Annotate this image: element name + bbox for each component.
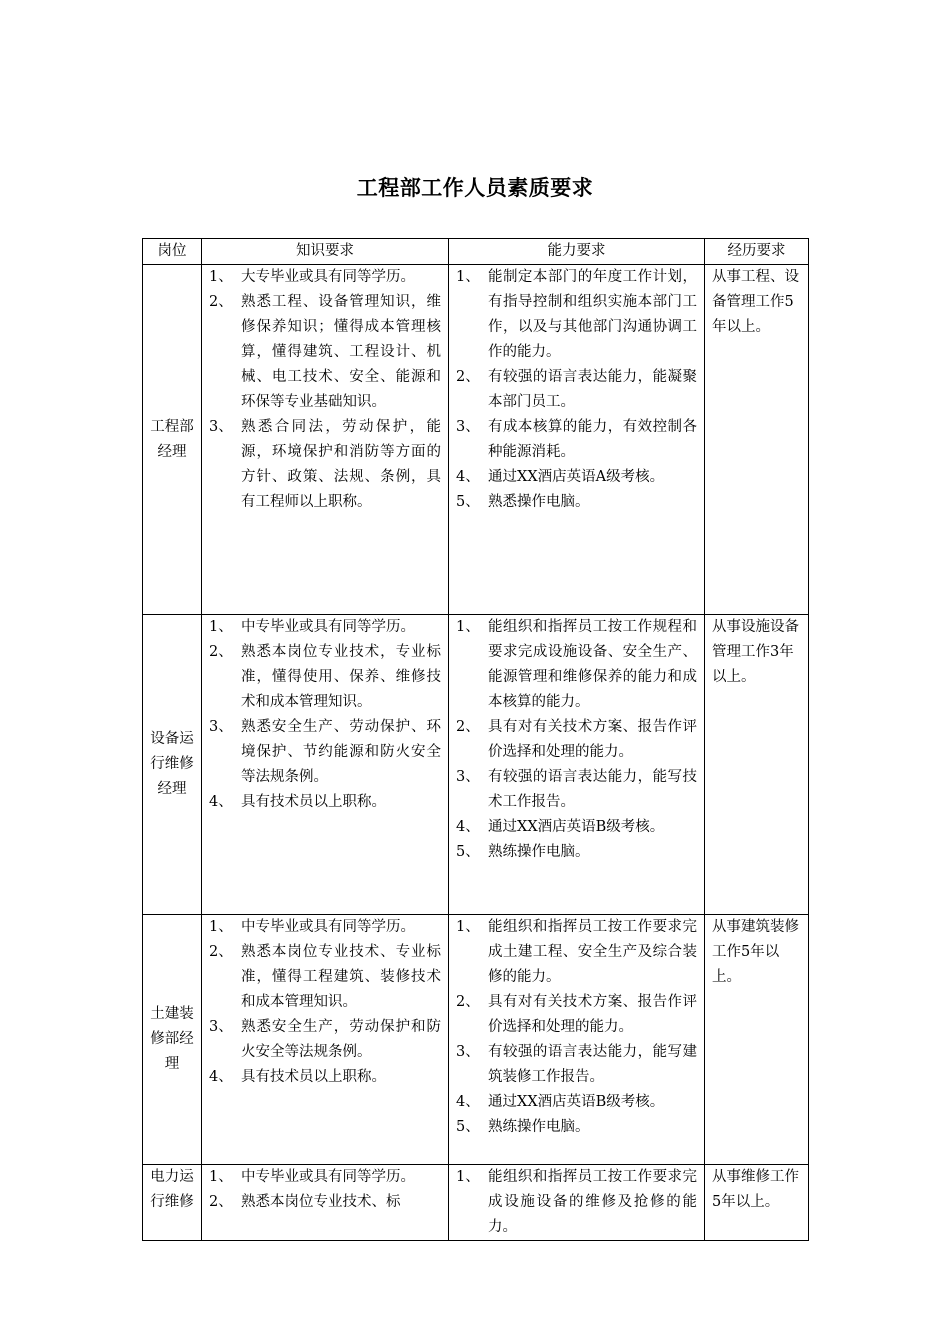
- header-experience: 经历要求: [705, 239, 809, 265]
- list-item: 5、 熟练操作电脑。: [456, 844, 590, 860]
- list-item: 2、 熟悉工程、设备管理知识，维修保养知识；懂得成本管理核算，懂得建筑、工程设计、机械、电工技术、安全、能源和环保等专业基础知识。: [209, 294, 441, 410]
- list-item: 1、 能组织和指挥员工按工作规程和要求完成设施设备、安全生产、能源管理和维修保养的能力和成本核算的能力。: [456, 619, 697, 710]
- list-item: 3、 熟悉安全生产，劳动保护和防火安全等法规条例。: [209, 1019, 441, 1060]
- table-row: [143, 915, 809, 1165]
- post-name: 电力运行维修: [150, 1169, 194, 1210]
- list-item: 1、 中专毕业或具有同等学历。: [209, 919, 415, 935]
- knowledge-cell: [202, 1165, 449, 1241]
- list-item: 5、 熟练操作电脑。: [456, 1119, 590, 1135]
- list-item: 2、 有较强的语言表达能力，能凝聚本部门员工。: [456, 369, 697, 410]
- post-name: 土建装修部经理: [150, 1006, 194, 1072]
- header-row: [143, 239, 809, 265]
- post-cell: [143, 915, 202, 1165]
- knowledge-cell: [202, 615, 449, 915]
- list-item: 5、 熟悉操作电脑。: [456, 494, 590, 510]
- knowledge-cell: [202, 265, 449, 615]
- list-item: 1、 能组织和指挥员工按工作要求完成土建工程、安全生产及综合装修的能力。: [456, 919, 697, 985]
- list-item: 2、 熟悉本岗位专业技术、专业标准，懂得工程建筑、装修技术和成本管理知识。: [209, 944, 441, 1010]
- table-row: [143, 1165, 809, 1241]
- list-item: 4、 通过XX酒店英语B级考核。: [456, 819, 665, 835]
- ability-cell: [449, 915, 705, 1165]
- post-name: 设备运行维修经理: [150, 731, 194, 797]
- experience-cell: 从事工程、设备管理工作5年以上。: [705, 265, 809, 615]
- experience-cell: 从事维修工作5年以上。: [705, 1165, 809, 1241]
- experience-cell: 从事设施设备管理工作3年以上。: [705, 615, 809, 915]
- requirements-table: [142, 238, 809, 1241]
- list-item: 2、 熟悉本岗位专业技术，专业标准，懂得使用、保养、维修技术和成本管理知识。: [209, 644, 441, 710]
- list-item: 1、 中专毕业或具有同等学历。: [209, 619, 415, 635]
- list-item: 1、 大专毕业或具有同等学历。: [209, 269, 415, 285]
- table-row: [143, 615, 809, 915]
- post-name: 工程部经理: [150, 418, 194, 460]
- list-item: 4、 通过XX酒店英语B级考核。: [456, 1094, 665, 1110]
- post-cell: [143, 1165, 202, 1241]
- list-item: 1、 中专毕业或具有同等学历。: [209, 1169, 415, 1185]
- list-item: 1、 能制定本部门的年度工作计划，有指导控制和组织实施本部门工作，以及与其他部门沟通协调工作的能力。: [456, 269, 697, 360]
- post-cell: [143, 265, 202, 615]
- list-item: 1、 能组织和指挥员工按工作要求完成设施设备的维修及抢修的能力。: [456, 1169, 697, 1235]
- ability-cell: [449, 265, 705, 615]
- page-title: 工程部工作人员素质要求: [356, 176, 594, 200]
- post-cell: [143, 615, 202, 915]
- list-item: 4、 具有技术员以上职称。: [209, 794, 386, 810]
- table-row: [143, 265, 809, 615]
- ability-cell: [449, 1165, 705, 1241]
- knowledge-cell: [202, 915, 449, 1165]
- list-item: 3、 有较强的语言表达能力，能写建筑装修工作报告。: [456, 1044, 697, 1085]
- header-ability: 能力要求: [449, 239, 705, 265]
- list-item: 2、 熟悉本岗位专业技术、标: [209, 1194, 401, 1210]
- header-knowledge: 知识要求: [202, 239, 449, 265]
- ability-cell: [449, 615, 705, 915]
- list-item: 4、 具有技术员以上职称。: [209, 1069, 386, 1085]
- list-item: 2、 具有对有关技术方案、报告作评价选择和处理的能力。: [456, 994, 697, 1035]
- list-item: 3、 有较强的语言表达能力，能写技术工作报告。: [456, 769, 697, 810]
- list-item: 4、 通过XX酒店英语A级考核。: [456, 469, 665, 485]
- list-item: 3、 熟悉安全生产、劳动保护、环境保护、节约能源和防火安全等法规条例。: [209, 719, 441, 785]
- experience-cell: 从事建筑装修工作5年以上。: [705, 915, 809, 1165]
- list-item: 2、 具有对有关技术方案、报告作评价选择和处理的能力。: [456, 719, 697, 760]
- list-item: 3、 有成本核算的能力，有效控制各种能源消耗。: [456, 419, 697, 460]
- header-post: 岗位: [143, 239, 202, 265]
- list-item: 3、 熟悉合同法，劳动保护，能源，环境保护和消防等方面的方针、政策、法规、条例，具有工程师以上职称。: [209, 419, 441, 510]
